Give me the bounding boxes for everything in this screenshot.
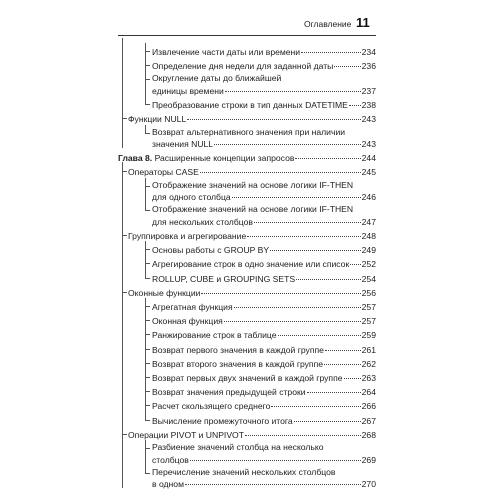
dot-leader: [232, 190, 361, 200]
toc-page-number: 237: [361, 85, 376, 96]
toc-entry-title: Агрегатная функция: [152, 302, 233, 312]
toc-entry[interactable]: [128, 428, 376, 441]
toc-entry-title: Возврат альтернативного значения при наличии: [152, 126, 346, 137]
toc-entry-title: Извлечение части даты или времени: [152, 47, 301, 57]
toc-entry[interactable]: [118, 151, 376, 164]
dot-leader: [214, 137, 361, 147]
dot-leader: [234, 300, 361, 310]
toc-page-number: 246: [361, 192, 376, 203]
toc-entry-title: Расширенные концепции запросов: [154, 153, 295, 164]
toc-entry[interactable]: [152, 442, 376, 465]
toc-entry-title: Разбиение значений столбца на несколько: [152, 442, 324, 452]
toc-entry-title: для одного столбца: [152, 192, 231, 203]
toc-entry[interactable]: [152, 300, 376, 313]
toc-entry[interactable]: [152, 314, 376, 327]
toc-entry-title: Вычисление промежуточного итога: [152, 415, 293, 426]
toc-page-number: 238: [361, 100, 376, 111]
toc-page-number: 270: [361, 479, 376, 490]
toc-entry-title: Функции NULL: [128, 114, 187, 125]
dot-leader: [270, 243, 361, 253]
tree-connector: [122, 38, 123, 148]
toc-entry-title: Ранжирование строк в таблице: [152, 330, 277, 341]
toc-page-number: 264: [361, 387, 376, 398]
toc-entry[interactable]: [152, 357, 376, 370]
toc-entry-title: Перечисление значений нескольких столбцов: [152, 466, 336, 477]
tree-connector: [122, 162, 123, 488]
tree-connector: [145, 178, 146, 211]
toc-entry[interactable]: [152, 272, 376, 285]
dot-leader: [296, 272, 361, 282]
toc-entry[interactable]: [152, 328, 376, 341]
toc-page-number: 263: [361, 373, 376, 383]
dot-leader: [254, 215, 361, 225]
dot-leader: [224, 314, 361, 324]
toc-entry-title: Возврат значения предыдущей строки: [152, 387, 306, 398]
toc-entry[interactable]: [152, 371, 376, 384]
dot-leader: [350, 257, 360, 267]
dot-leader: [307, 385, 361, 395]
toc-entry[interactable]: [152, 399, 376, 412]
toc-page-number: 248: [361, 231, 376, 241]
toc-entry-title: Операции PIVOT и UNPIVOT: [128, 429, 244, 440]
toc-page-number: 234: [361, 47, 376, 57]
toc-page-number: 244: [361, 153, 376, 164]
chapter-label: Глава 8.: [118, 153, 155, 164]
tree-connector: [145, 241, 146, 277]
toc-entry[interactable]: [152, 127, 376, 150]
dot-leader: [325, 343, 361, 353]
page-number: 11: [356, 15, 370, 30]
dot-leader: [278, 328, 361, 338]
tree-tick: [145, 420, 150, 421]
toc-entry[interactable]: [152, 243, 376, 256]
toc-entry[interactable]: [152, 45, 376, 58]
toc-entry[interactable]: [128, 112, 376, 125]
toc-entry-title: единицы времени: [152, 85, 224, 96]
dot-leader: [185, 477, 361, 487]
dot-leader: [201, 286, 360, 296]
toc-page-number: 247: [361, 216, 376, 227]
toc-entry-title: ROLLUP, CUBE и GROUPING SETS: [152, 273, 296, 284]
toc-entry-title: столбцов: [152, 454, 189, 465]
toc-entry-title: Преобразование строки в тип данных DATETIME: [152, 100, 348, 111]
tree-connector: [145, 43, 146, 104]
toc-page-number: 243: [361, 139, 376, 149]
toc-entry-title: Возврат первого значения в каждой группе: [152, 344, 324, 355]
tree-connector: [145, 440, 146, 473]
toc-entry-title: Отображение значений на основе логики IF-THEN: [152, 179, 354, 190]
toc-page-number: 257: [361, 302, 376, 312]
toc-entry[interactable]: [128, 165, 376, 178]
toc-page-number: 259: [361, 330, 376, 341]
toc-page-number: 269: [361, 454, 376, 465]
tree-tick: [145, 210, 150, 211]
toc-entry[interactable]: [128, 286, 376, 299]
dot-leader: [190, 453, 361, 463]
toc-entry[interactable]: [128, 229, 376, 242]
toc-entry-title: Основы работы с GROUP BY: [152, 245, 270, 256]
toc-entry-title: Возврат второго значения в каждой группе: [152, 358, 324, 369]
tree-connector: [145, 125, 146, 133]
dot-leader: [187, 112, 360, 122]
toc-entry[interactable]: [152, 385, 376, 398]
tree-tick: [145, 278, 150, 279]
toc-entry-title: Оконная функция: [152, 316, 223, 327]
toc-entry[interactable]: [152, 73, 376, 96]
toc-page-number: 252: [361, 259, 376, 270]
dot-leader: [294, 414, 361, 424]
toc-page-number: 266: [361, 401, 376, 412]
toc-page-number: 268: [361, 429, 376, 440]
dot-leader: [334, 59, 360, 69]
tree-tick: [145, 133, 150, 134]
toc-entry-title: Возврат первых двух значений в каждой группе: [152, 373, 343, 383]
toc-page-number: 262: [361, 358, 376, 369]
tree-connector: [145, 298, 146, 420]
toc-entry[interactable]: [152, 98, 376, 111]
toc-entry-title: для нескольких столбцов: [152, 216, 253, 227]
dot-leader: [301, 45, 361, 55]
toc-page-number: 245: [361, 167, 376, 178]
toc-entry-title: Определение дня недели для заданной даты: [152, 61, 334, 72]
toc-entry-title: значения NULL: [152, 139, 214, 149]
toc-entry-title: Отображение значений на основе логики IF-THEN: [152, 204, 354, 215]
tree-tick: [145, 104, 150, 105]
toc-page-number: 249: [361, 245, 376, 256]
dot-leader: [271, 399, 360, 409]
toc-entry[interactable]: [152, 343, 376, 356]
toc-entry-title: Агрегирование строк в одно значение или список: [152, 259, 350, 270]
dot-leader: [344, 371, 361, 381]
toc-page-number: 267: [361, 415, 376, 426]
toc-page-number: 261: [361, 344, 376, 355]
dot-leader: [324, 357, 361, 367]
toc-entry[interactable]: [152, 180, 376, 203]
toc-entry[interactable]: [152, 204, 376, 227]
dot-leader: [245, 428, 361, 438]
dot-leader: [247, 229, 360, 239]
toc-page-number: 236: [361, 61, 376, 72]
dot-leader: [295, 151, 360, 161]
toc-entry[interactable]: [152, 59, 376, 72]
toc-page-number: 257: [361, 316, 376, 327]
toc-page-number: 243: [361, 114, 376, 125]
toc-page-number: 256: [361, 287, 376, 298]
dot-leader: [349, 98, 361, 108]
toc-entry-title: в одном: [152, 479, 184, 490]
toc-entry[interactable]: [152, 414, 376, 427]
dot-leader: [200, 165, 361, 175]
toc-entry-title: Операторы CASE: [128, 167, 199, 178]
toc-entry-title: Оконные функции: [128, 287, 201, 298]
running-header-title: Оглавление: [304, 19, 352, 29]
toc-entry-title: Округление даты до ближайшей: [152, 73, 282, 84]
toc-entry-title: Группировка и агрегирование: [128, 231, 247, 241]
toc-entry[interactable]: [152, 257, 376, 270]
toc-entry-title: Расчет скользящего среднего: [152, 401, 271, 412]
dot-leader: [225, 84, 361, 94]
toc-entry[interactable]: [152, 467, 376, 490]
tree-tick: [145, 473, 150, 474]
toc-page-number: 254: [361, 273, 376, 284]
